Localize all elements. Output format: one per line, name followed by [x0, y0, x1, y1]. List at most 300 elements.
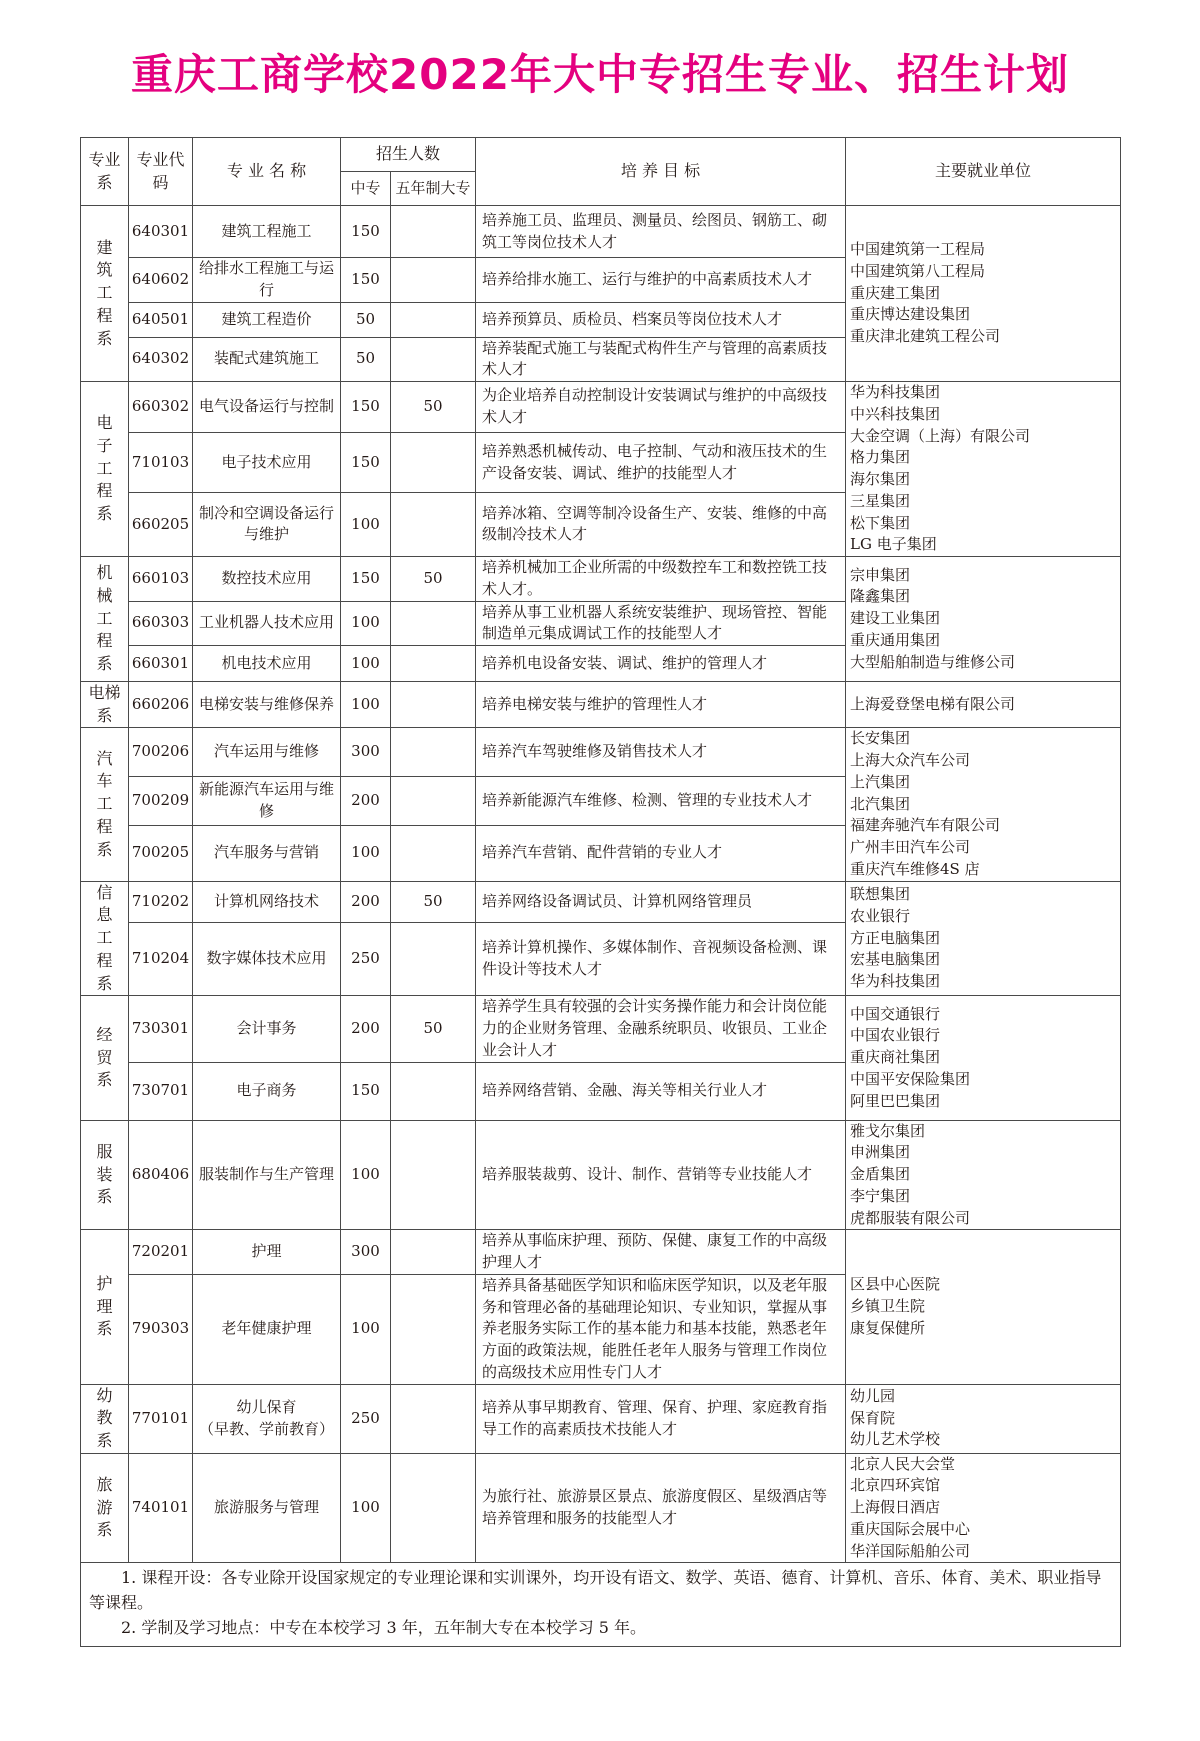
enroll-zhongzhuan-value: 300 [351, 742, 380, 761]
table-row [81, 1120, 1121, 1230]
major-name-text: 建筑工程造价 [221, 309, 312, 328]
employer-item: 上海大众汽车公司 [850, 751, 971, 770]
enroll-zhongzhuan [341, 1120, 391, 1230]
training-goal [476, 1453, 846, 1563]
enroll-zhongzhuan [341, 996, 391, 1062]
employer-item: 乡镇卫生院 [850, 1297, 926, 1316]
major-code [129, 1062, 193, 1120]
dept-name: 建筑工程系 [96, 237, 113, 348]
major-code-text: 790303 [131, 1319, 190, 1338]
major-code [129, 601, 193, 646]
header-enroll: 招生人数 [341, 138, 476, 172]
major-code [129, 1274, 193, 1384]
employer-item: 华为科技集团 [850, 383, 941, 401]
major-name [193, 1274, 341, 1384]
employer-item: 大型船舶制造与维修公司 [850, 652, 1016, 671]
major-code [129, 996, 193, 1062]
training-goal [476, 1230, 846, 1275]
enroll-dazhuan [391, 881, 476, 922]
training-goal [476, 433, 846, 493]
table-row [81, 382, 1121, 433]
enroll-zhongzhuan-value: 250 [351, 949, 380, 968]
enroll-zhongzhuan-value: 100 [351, 843, 380, 862]
enroll-dazhuan-value: 50 [423, 568, 443, 587]
training-goal-text: 培养施工员、监理员、测量员、绘图员、钢筋工、砌筑工等岗位技术人才 [482, 210, 828, 251]
major-name-text: 给排水工程施工与运行 [198, 259, 334, 299]
employers-cell [846, 1230, 1121, 1384]
major-name [193, 646, 341, 682]
training-goal [476, 557, 846, 602]
training-goal [476, 302, 846, 337]
header-employers: 主要就业单位 [846, 138, 1121, 206]
major-name-text: 数控技术应用 [221, 568, 312, 587]
dept-cell [81, 728, 129, 881]
training-goal-text: 培养电梯安装与维护的管理性人才 [482, 694, 708, 713]
enroll-dazhuan [391, 777, 476, 826]
dept-name: 电子工程系 [96, 413, 113, 524]
enroll-zhongzhuan-value: 150 [351, 221, 380, 240]
major-code-text: 710204 [131, 949, 190, 968]
dept-name: 经贸系 [96, 1024, 113, 1090]
employer-item: 重庆汽车维修4S 店 [850, 859, 980, 878]
enroll-zhongzhuan-value: 100 [351, 1498, 380, 1517]
major-code [129, 881, 193, 922]
major-name-text: 数字媒体技术应用 [206, 949, 327, 968]
employer-item: 上海爱登堡电梯有限公司 [850, 694, 1016, 713]
employer-item: 农业银行 [850, 906, 911, 925]
enroll-dazhuan [391, 728, 476, 777]
major-code [129, 777, 193, 826]
enroll-zhongzhuan-value: 100 [351, 514, 380, 533]
enroll-zhongzhuan-value: 100 [351, 613, 380, 632]
major-code-text: 660303 [131, 613, 190, 632]
enroll-zhongzhuan-value: 100 [351, 694, 380, 713]
employer-item: 上海假日酒店 [850, 1498, 941, 1517]
employers-cell [846, 996, 1121, 1120]
enroll-zhongzhuan [341, 1453, 391, 1563]
employer-item: 上汽集团 [850, 772, 911, 791]
major-name [193, 825, 341, 881]
employer-item: 广州丰田汽车公司 [850, 838, 971, 857]
note-1: 1. 课程开设：各专业除开设国家规定的专业理论课和实训课外，均开设有语文、数学、英语、德育、计算机、音乐、体育、美术、职业指导等课程。 [89, 1568, 1102, 1613]
enroll-dazhuan [391, 825, 476, 881]
dept-cell [81, 682, 129, 728]
dept-name: 幼教系 [96, 1385, 113, 1450]
enroll-dazhuan [391, 601, 476, 646]
training-goal-text: 培养网络营销、金融、海关等相关行业人才 [482, 1081, 768, 1100]
header-dazhuan: 五年制大专 [391, 172, 476, 206]
major-name-text: 电气设备运行与控制 [198, 397, 334, 416]
dept-cell [81, 996, 129, 1120]
table-row [81, 557, 1121, 602]
major-name [193, 1384, 341, 1453]
major-name [193, 1230, 341, 1275]
table-row [81, 728, 1121, 777]
major-name [193, 302, 341, 337]
training-goal [476, 996, 846, 1062]
header-code: 专业代码 [129, 138, 193, 206]
enroll-dazhuan [391, 382, 476, 433]
table-row [81, 1230, 1121, 1275]
enroll-dazhuan [391, 337, 476, 382]
dept-name: 旅游系 [96, 1474, 113, 1540]
table-row [81, 996, 1121, 1062]
enroll-zhongzhuan [341, 1384, 391, 1453]
employer-item: 重庆商社集团 [850, 1048, 941, 1067]
enroll-dazhuan [391, 557, 476, 602]
enroll-zhongzhuan [341, 258, 391, 303]
employer-item: 幼儿园 [850, 1386, 896, 1405]
enroll-zhongzhuan-value: 150 [351, 269, 380, 288]
employer-item: 三星集团 [850, 491, 911, 510]
training-goal-text: 培养具备基础医学知识和临床医学知识，以及老年服务和管理必备的基础理论知识、专业知识，掌握从事养老服务实际工作的基本能力和基本技能，熟悉老年方面的政策法规，能胜任老年人服务与管理工作岗位的高级技术应用性专门人才 [482, 1275, 828, 1381]
major-name-text: 汽车运用与维修 [213, 742, 319, 761]
major-name [193, 258, 341, 303]
training-goal-text: 培养学生具有较强的会计实务操作能力和会计岗位能力的企业财务管理、金融系统职员、收银员、工业企业会计人才 [482, 997, 828, 1059]
employer-item: 李宁集团 [850, 1186, 911, 1205]
major-name-text: 电梯安装与维修保养 [198, 694, 334, 713]
major-name-text: 新能源汽车运用与维修 [198, 780, 334, 820]
training-goal-text: 培养从事临床护理、预防、保健、康复工作的中高级护理人才 [482, 1231, 828, 1272]
training-goal-text: 培养服装裁剪、设计、制作、营销等专业技能人才 [482, 1165, 813, 1184]
major-code-text: 730301 [131, 1019, 190, 1038]
enroll-dazhuan [391, 302, 476, 337]
enroll-zhongzhuan [341, 1230, 391, 1275]
training-goal-text: 培养从事早期教育、管理、保育、护理、家庭教育指导工作的高素质技术技能人才 [482, 1397, 828, 1438]
major-code-text: 640301 [131, 221, 190, 240]
major-code-text: 700206 [131, 742, 190, 761]
enroll-dazhuan [391, 922, 476, 996]
note-2: 2. 学制及学习地点：中专在本校学习 3 年，五年制大专在本校学习 5 年。 [121, 1618, 647, 1638]
enroll-zhongzhuan-value: 200 [351, 790, 380, 809]
training-goal-text: 培养汽车驾驶维修及销售技术人才 [482, 742, 708, 761]
employers-cell [846, 206, 1121, 382]
enroll-zhongzhuan-value: 50 [355, 349, 376, 368]
enroll-zhongzhuan-value: 100 [351, 1319, 380, 1338]
major-name [193, 1120, 341, 1230]
employer-item: 保育院 [850, 1408, 896, 1427]
major-code-text: 680406 [131, 1165, 190, 1184]
training-goal [476, 646, 846, 682]
enroll-zhongzhuan-value: 150 [351, 1081, 380, 1100]
major-code-text: 640501 [131, 309, 190, 328]
major-code [129, 337, 193, 382]
enroll-zhongzhuan [341, 728, 391, 777]
training-goal [476, 825, 846, 881]
dept-cell [81, 1120, 129, 1230]
enroll-dazhuan [391, 258, 476, 303]
employer-item: 北汽集团 [850, 794, 911, 813]
dept-cell [81, 206, 129, 382]
enroll-zhongzhuan [341, 206, 391, 258]
dept-name: 护理系 [96, 1273, 113, 1339]
dept-cell [81, 881, 129, 996]
training-goal [476, 1274, 846, 1384]
employer-item: 隆鑫集团 [850, 587, 911, 606]
table-row [81, 1384, 1121, 1453]
training-goal [476, 1062, 846, 1120]
major-code-text: 660103 [131, 568, 190, 587]
employers-cell [846, 682, 1121, 728]
enroll-zhongzhuan [341, 492, 391, 556]
enroll-dazhuan [391, 1062, 476, 1120]
employer-item: 格力集团 [850, 448, 911, 467]
page-title: 重庆工商学校2022年大中专招生专业、招生计划 [131, 50, 1069, 99]
major-name [193, 996, 341, 1062]
employers-cell [846, 557, 1121, 682]
training-goal-text: 培养新能源汽车维修、检测、管理的专业技术人才 [482, 790, 813, 809]
major-code [129, 1230, 193, 1275]
major-code-text: 730701 [131, 1081, 190, 1100]
enroll-dazhuan-value: 50 [423, 891, 443, 910]
dept-name: 信息工程系 [96, 882, 113, 993]
major-name [193, 922, 341, 996]
major-code-text: 640302 [131, 349, 190, 368]
training-goal [476, 337, 846, 382]
major-code [129, 206, 193, 258]
employer-item: 北京人民大会堂 [850, 1454, 956, 1473]
dept-cell [81, 1230, 129, 1384]
major-code-text: 700209 [131, 790, 190, 809]
enroll-zhongzhuan [341, 1062, 391, 1120]
major-name-text: 老年健康护理 [221, 1319, 312, 1338]
enroll-zhongzhuan [341, 922, 391, 996]
major-code [129, 258, 193, 303]
employer-item: 中国平安保险集团 [850, 1069, 971, 1088]
enroll-dazhuan-value: 50 [423, 397, 443, 416]
major-code [129, 492, 193, 556]
enroll-zhongzhuan [341, 682, 391, 728]
enroll-zhongzhuan-value: 100 [351, 653, 380, 672]
major-code [129, 433, 193, 493]
enroll-dazhuan [391, 1120, 476, 1230]
header-zhongzhuan: 中专 [341, 172, 391, 206]
training-goal [476, 881, 846, 922]
enroll-zhongzhuan-value: 100 [351, 1165, 380, 1184]
major-name [193, 557, 341, 602]
employer-item: 方正电脑集团 [850, 928, 941, 947]
employer-item: 中国建筑第八工程局 [850, 261, 986, 280]
major-name-text: 护理 [251, 1242, 282, 1261]
major-code [129, 646, 193, 682]
table-header [81, 138, 1121, 206]
employer-item: 中国交通银行 [850, 1004, 941, 1023]
major-name-text: 建筑工程施工 [221, 221, 312, 240]
employer-item: 重庆国际会展中心 [850, 1519, 971, 1538]
major-name-text: 会计事务 [236, 1019, 297, 1038]
enroll-dazhuan [391, 1230, 476, 1275]
employer-item: 区县中心医院 [850, 1275, 941, 1294]
enroll-zhongzhuan-value: 200 [351, 891, 380, 910]
header-name: 专 业 名 称 [193, 138, 341, 206]
enroll-zhongzhuan [341, 881, 391, 922]
enroll-zhongzhuan [341, 777, 391, 826]
employers-cell [846, 881, 1121, 996]
major-name-sub: （早教、学前教育） [198, 1419, 334, 1438]
major-code [129, 922, 193, 996]
major-code-text: 640602 [131, 269, 190, 288]
employer-item: 幼儿艺术学校 [850, 1430, 941, 1449]
major-name [193, 206, 341, 258]
enroll-dazhuan [391, 682, 476, 728]
employer-item: 长安集团 [850, 729, 911, 748]
training-goal-text: 培养熟悉机械传动、电子控制、气动和液压技术的生产设备安装、调试、维护的技能型人才 [482, 441, 828, 482]
major-code-text: 740101 [131, 1498, 190, 1517]
dept-name: 汽车工程系 [96, 748, 113, 859]
training-goal [476, 1384, 846, 1453]
enroll-dazhuan [391, 1274, 476, 1384]
table-row [81, 881, 1121, 922]
major-code-text: 710202 [131, 891, 190, 910]
major-name-text: 旅游服务与管理 [213, 1498, 319, 1517]
enroll-zhongzhuan-value: 150 [351, 397, 380, 416]
major-name [193, 1062, 341, 1120]
major-code [129, 1384, 193, 1453]
major-code [129, 682, 193, 728]
major-code-text: 660205 [131, 514, 190, 533]
major-name-text: 服装制作与生产管理 [198, 1165, 334, 1184]
major-name [193, 728, 341, 777]
enroll-dazhuan [391, 1453, 476, 1563]
training-goal-text: 培养计算机操作、多媒体制作、音视频设备检测、课件设计等技术人才 [482, 938, 828, 979]
major-name-text: 电子技术应用 [221, 452, 312, 471]
enroll-zhongzhuan-value: 50 [355, 309, 376, 328]
training-goal-text: 培养汽车营销、配件营销的专业人才 [482, 843, 723, 862]
employers-cell [846, 1384, 1121, 1453]
major-code-text: 660302 [131, 397, 190, 416]
dept-cell [81, 382, 129, 557]
major-name-text: 幼儿保育 [236, 1397, 297, 1416]
employer-item: 宏基电脑集团 [850, 950, 941, 969]
major-name-text: 汽车服务与营销 [213, 843, 319, 862]
major-name [193, 601, 341, 646]
employer-item: LG 电子集团 [850, 535, 937, 554]
dept-name: 电梯系 [88, 683, 121, 725]
enroll-zhongzhuan-value: 200 [351, 1019, 380, 1038]
major-name [193, 337, 341, 382]
employer-item: 中国建筑第一工程局 [850, 240, 986, 259]
major-code [129, 557, 193, 602]
training-goal [476, 492, 846, 556]
major-code-text: 660301 [131, 653, 190, 672]
major-name [193, 492, 341, 556]
dept-cell [81, 557, 129, 682]
training-goal [476, 922, 846, 996]
major-name-text: 制冷和空调设备运行与维护 [198, 503, 334, 544]
employer-item: 松下集团 [850, 513, 911, 532]
employer-item: 宗申集团 [850, 565, 911, 584]
training-goal [476, 382, 846, 433]
training-goal [476, 777, 846, 826]
header-dept: 专业系 [81, 138, 129, 206]
major-name [193, 382, 341, 433]
employer-item: 阿里巴巴集团 [850, 1091, 941, 1110]
employer-item: 中国农业银行 [850, 1026, 941, 1045]
enroll-dazhuan [391, 433, 476, 493]
major-name-text: 机电技术应用 [221, 653, 312, 672]
dept-cell [81, 1384, 129, 1453]
training-goal-text: 培养装配式施工与装配式构件生产与管理的高素质技术人才 [482, 338, 828, 379]
training-goal [476, 258, 846, 303]
training-goal [476, 682, 846, 728]
major-code [129, 302, 193, 337]
employers-cell [846, 1453, 1121, 1563]
training-goal-text: 培养给排水施工、运行与维护的中高素质技术人才 [482, 269, 813, 288]
training-goal-text: 培养从事工业机器人系统安装维护、现场管控、智能制造单元集成调试工作的技能型人才 [482, 602, 828, 643]
enroll-zhongzhuan [341, 382, 391, 433]
training-goal [476, 1120, 846, 1230]
training-goal-text: 培养网络设备调试员、计算机网络管理员 [482, 891, 753, 910]
enroll-zhongzhuan [341, 433, 391, 493]
table-row [81, 206, 1121, 258]
major-name [193, 1453, 341, 1563]
employers-cell [846, 728, 1121, 881]
enroll-zhongzhuan-value: 150 [351, 452, 380, 471]
major-name [193, 777, 341, 826]
employer-item: 大金空调（上海）有限公司 [850, 426, 1031, 445]
dept-name: 服装系 [96, 1141, 113, 1207]
employer-item: 申洲集团 [850, 1143, 911, 1162]
enroll-zhongzhuan [341, 302, 391, 337]
major-name-text: 装配式建筑施工 [213, 349, 319, 368]
enroll-zhongzhuan [341, 557, 391, 602]
employer-item: 中兴科技集团 [850, 404, 941, 423]
employer-item: 建设工业集团 [850, 609, 941, 628]
table-body [81, 206, 1121, 1563]
employer-item: 华为科技集团 [850, 972, 941, 991]
major-name-text: 工业机器人技术应用 [198, 613, 334, 632]
major-code-text: 700205 [131, 843, 190, 862]
major-code-text: 770101 [131, 1408, 190, 1427]
enroll-dazhuan [391, 1384, 476, 1453]
enroll-zhongzhuan [341, 825, 391, 881]
training-goal-text: 为旅行社、旅游景区景点、旅游度假区、星级酒店等培养管理和服务的技能型人才 [482, 1487, 828, 1528]
employers-cell [846, 382, 1121, 557]
dept-cell [81, 1453, 129, 1563]
employers-cell [846, 1120, 1121, 1230]
training-goal [476, 601, 846, 646]
enroll-zhongzhuan-value: 300 [351, 1242, 380, 1261]
major-code [129, 382, 193, 433]
major-name-text: 电子商务 [236, 1081, 297, 1100]
major-code-text: 720201 [131, 1242, 190, 1261]
employer-item: 虎都服装有限公司 [850, 1208, 971, 1227]
training-goal-text: 为企业培养自动控制设计安装调试与维护的中高级技术人才 [482, 386, 828, 427]
major-code-text: 660206 [131, 694, 190, 713]
major-name [193, 682, 341, 728]
employer-item: 重庆通用集团 [850, 630, 941, 649]
training-goal-text: 培养冰箱、空调等制冷设备生产、安装、维修的中高级制冷技术人才 [482, 503, 828, 544]
employer-item: 金盾集团 [850, 1165, 911, 1184]
employer-item: 福建奔驰汽车有限公司 [850, 816, 1001, 835]
major-name-text: 计算机网络技术 [213, 891, 319, 910]
enroll-zhongzhuan [341, 1274, 391, 1384]
major-name [193, 881, 341, 922]
employer-item: 海尔集团 [850, 470, 911, 488]
enroll-dazhuan [391, 492, 476, 556]
enroll-zhongzhuan [341, 337, 391, 382]
employer-item: 重庆建工集团 [850, 283, 941, 302]
major-code [129, 1120, 193, 1230]
enroll-zhongzhuan-value: 250 [351, 1408, 380, 1427]
major-name [193, 433, 341, 493]
employer-item: 雅戈尔集团 [850, 1121, 926, 1140]
training-goal-text: 培养预算员、质检员、档案员等岗位技术人才 [482, 309, 783, 328]
major-code [129, 1453, 193, 1563]
table-row [81, 1453, 1121, 1563]
major-code [129, 825, 193, 881]
training-goal-text: 培养机械加工企业所需的中级数控车工和数控铣工技术人才。 [482, 558, 828, 598]
